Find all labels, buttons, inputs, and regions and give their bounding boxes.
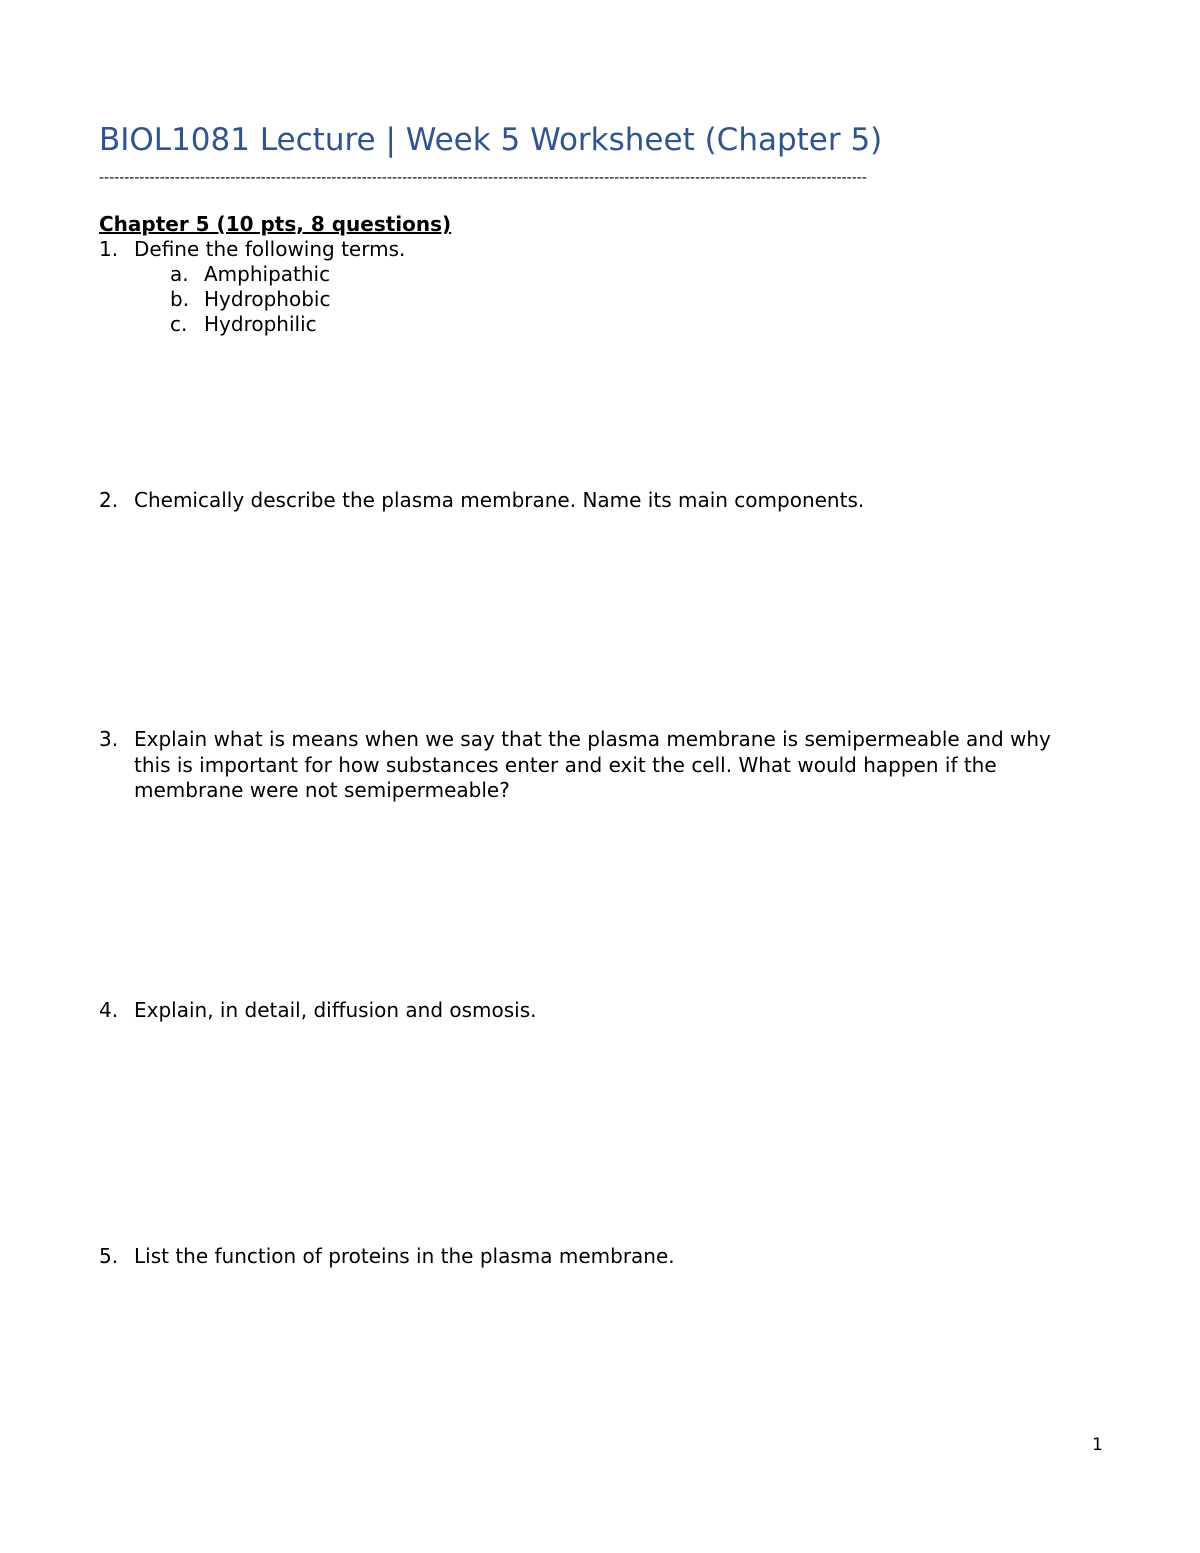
list-item <box>170 312 330 337</box>
question-text: Explain, in detail, diffusion and osmosis. <box>134 998 537 1022</box>
list-item <box>170 287 330 312</box>
subitem-text: Hydrophobic <box>204 287 331 311</box>
question-5 <box>99 1244 1089 1270</box>
dashed-divider: -------------------------------------------------------------------------------------------------------------------------------------------------------- <box>99 170 867 186</box>
page-number: 1 <box>1092 1435 1103 1455</box>
page-title: BIOL1081 Lecture | Week 5 Worksheet (Chapter 5) <box>99 122 883 158</box>
question-text: Chemically describe the plasma membrane. Name its main components. <box>134 488 865 512</box>
question-number: 3. <box>99 727 119 751</box>
question-text: Define the following terms. <box>134 237 406 261</box>
question-number: 2. <box>99 488 119 512</box>
list-item <box>170 262 330 287</box>
question-1-subitems <box>170 262 330 337</box>
question-4 <box>99 998 1089 1024</box>
question-number: 1. <box>99 237 119 261</box>
question-1 <box>99 237 1089 263</box>
subitem-letter: a. <box>170 262 189 286</box>
subitem-letter: c. <box>170 312 188 336</box>
subitem-text: Amphipathic <box>204 262 331 286</box>
section-heading: Chapter 5 (10 pts, 8 questions) <box>99 212 452 236</box>
question-text: List the function of proteins in the plasma membrane. <box>134 1244 675 1268</box>
question-2 <box>99 488 1089 514</box>
question-number: 4. <box>99 998 119 1022</box>
question-3 <box>99 727 1089 804</box>
question-number: 5. <box>99 1244 119 1268</box>
question-text: Explain what is means when we say that the plasma membrane is semipermeable and why this is important for how substances enter and exit the cell. What would happen if the membrane were not semipermeable? <box>134 727 1051 802</box>
subitem-text: Hydrophilic <box>204 312 317 336</box>
subitem-letter: b. <box>170 287 190 311</box>
